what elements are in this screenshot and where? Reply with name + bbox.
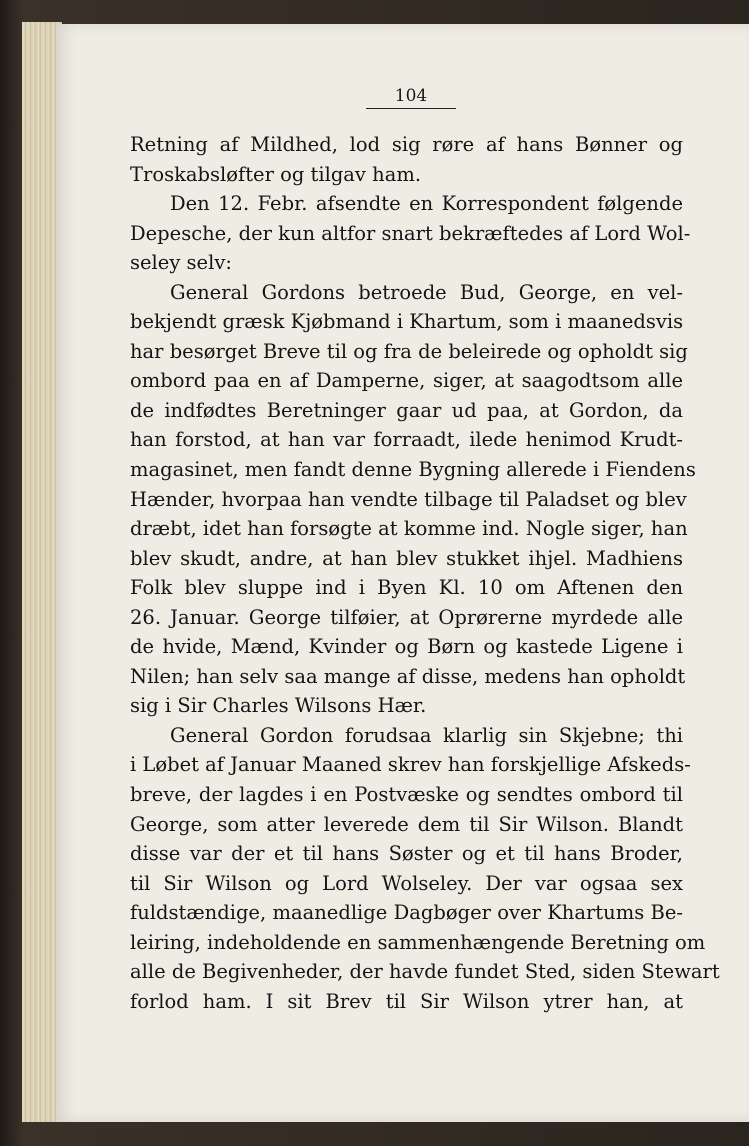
text-line: 26. Januar. George tilføier, at Oprørerne myrdede alle bbox=[130, 605, 683, 629]
text-line: seley selv: bbox=[130, 251, 232, 275]
text-line: Troskabsløfter og tilgav ham. bbox=[130, 162, 422, 186]
text-line: han forstod, at han var forraadt, ilede henimod Krudt- bbox=[130, 428, 683, 452]
text-line: fuldstændige, maanedlige Dagbøger over Khartums Be- bbox=[130, 901, 683, 925]
text-line: blev skudt, andre, at han blev stukket ihjel. Madhiens bbox=[130, 546, 683, 570]
text-line: magasinet, men fandt denne Bygning allerede i Fiendens bbox=[130, 458, 696, 482]
text-line: General Gordons betroede Bud, George, en vel- bbox=[170, 280, 683, 304]
text-line: Den 12. Febr. afsendte en Korrespondent følgende bbox=[170, 192, 683, 216]
page-number-rule bbox=[366, 108, 456, 109]
text-line: i Løbet af Januar Maaned skrev han forskjellige Afskeds- bbox=[130, 753, 691, 777]
page-number: 104 bbox=[394, 86, 428, 106]
text-line: forlod ham. I sit Brev til Sir Wilson ytrer han, at bbox=[130, 989, 683, 1013]
text-line: breve, der lagdes i en Postvæske og sendtes ombord til bbox=[130, 783, 683, 807]
text-line: alle de Begivenheder, der havde fundet Sted, siden Stewart bbox=[130, 960, 720, 984]
text-line: Folk blev sluppe ind i Byen Kl. 10 om Aftenen den bbox=[130, 576, 683, 600]
text-line: Nilen; han selv saa mange af disse, medens han opholdt bbox=[130, 664, 686, 688]
text-line: Depesche, der kun altfor snart bekræftedes af Lord Wol- bbox=[130, 221, 691, 245]
text-line: Hænder, hvorpaa han vendte tilbage til Paladset og blev bbox=[130, 487, 687, 511]
text-line: George, som atter leverede dem til Sir Wilson. Blandt bbox=[130, 812, 683, 836]
text-line: ombord paa en af Damperne, siger, at saagodtsom alle bbox=[130, 369, 683, 393]
text-line: Retning af Mildhed, lod sig røre af hans Bønner og bbox=[130, 133, 683, 156]
text-line: har besørget Breve til og fra de beleirede og opholdt sig bbox=[130, 339, 688, 363]
text-line: de hvide, Mænd, Kvinder og Børn og kastede Ligene i bbox=[130, 635, 683, 659]
text-line: de indfødtes Beretninger gaar ud paa, at Gordon, da bbox=[130, 398, 683, 422]
text-line: til Sir Wilson og Lord Wolseley. Der var ogsaa sex bbox=[130, 871, 683, 895]
text-line: dræbt, idet han forsøgte at komme ind. Nogle siger, han bbox=[130, 517, 688, 541]
text-line: leiring, indeholdende en sammenhængende Beretning om bbox=[130, 930, 706, 954]
text-line: sig i Sir Charles Wilsons Hær. bbox=[130, 694, 427, 718]
body-text bbox=[130, 130, 720, 1016]
text-line: General Gordon forudsaa klarlig sin Skjebne; thi bbox=[170, 723, 683, 747]
text-line: disse var der et til hans Søster og et til hans Broder, bbox=[130, 842, 683, 866]
text-line: bekjendt græsk Kjøbmand i Khartum, som i maanedsvis bbox=[130, 310, 684, 334]
